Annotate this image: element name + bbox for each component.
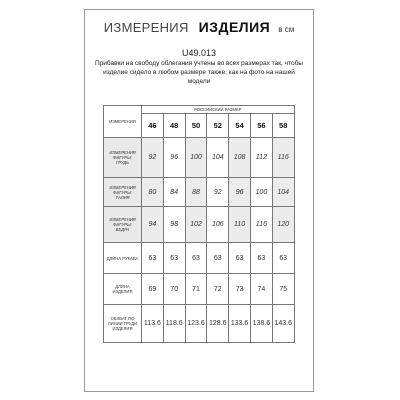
table-cell: 74	[250, 274, 272, 305]
table-cell: 94	[142, 207, 164, 243]
size-header: 48	[163, 114, 185, 138]
table-cell: 133.6	[229, 305, 251, 343]
table-cell: 116	[272, 138, 294, 178]
table-cell: 69	[142, 274, 164, 305]
table-cell: 120	[272, 207, 294, 243]
table-cell: 63	[229, 243, 251, 274]
table-cell: 88	[185, 178, 207, 207]
table-row	[104, 243, 295, 274]
title-unit: в см	[278, 25, 295, 34]
row-label: ИЗМЕРЕНИЯ ФИГУРЫ: БЕДРА	[104, 207, 142, 243]
size-table	[103, 105, 295, 343]
table-cell: 116	[250, 207, 272, 243]
table-cell: 104	[272, 178, 294, 207]
table-cell: 63	[207, 243, 229, 274]
table-cell: 75	[272, 274, 294, 305]
table-cell: 104	[207, 138, 229, 178]
page-title	[85, 19, 313, 37]
table-cell: 73	[229, 274, 251, 305]
fit-description: Прибавки на свободу облегания учтены во всех размерах так, чтобы изделие сидело в любом размере также, как на фото на нашей модели	[95, 60, 303, 85]
table-cell: 100	[250, 178, 272, 207]
table-cell: 106	[207, 207, 229, 243]
size-header: 52	[207, 114, 229, 138]
table-cell: 113.6	[142, 305, 164, 343]
size-header: 56	[250, 114, 272, 138]
table-cell: 110	[229, 207, 251, 243]
table-cell: 112	[250, 138, 272, 178]
table-cell: 96	[229, 178, 251, 207]
table-cell: 143.6	[272, 305, 294, 343]
table-cell: 63	[163, 243, 185, 274]
title-bold: ИЗДЕЛИЯ	[198, 19, 271, 35]
table-cell: 72	[207, 274, 229, 305]
size-header: 58	[272, 114, 294, 138]
product-code: U49.013	[181, 48, 217, 58]
table-cell: 108	[229, 138, 251, 178]
table-row	[104, 138, 295, 178]
table-cell: 100	[185, 138, 207, 178]
table-cell: 84	[163, 178, 185, 207]
row-label: ИЗМЕРЕНИЯ ФИГУРЫ: ГРУДЬ	[104, 138, 142, 178]
table-cell: 70	[163, 274, 185, 305]
table-cell: 63	[185, 243, 207, 274]
table-cell: 98	[163, 207, 185, 243]
table-cell: 118.6	[163, 305, 185, 343]
table-cell: 71	[185, 274, 207, 305]
table-cell: 80	[142, 178, 164, 207]
table-cell: 102	[185, 207, 207, 243]
table-row	[104, 274, 295, 305]
size-chart-sheet	[84, 9, 314, 392]
table-caption-row	[104, 106, 295, 114]
table-cell: 63	[142, 243, 164, 274]
table-row	[104, 178, 295, 207]
row-label: ОБХВАТ ПО ЛИНИИ ГРУДИ ИЗДЕЛИЯ	[104, 305, 142, 343]
title-light: ИЗМЕРЕНИЯ	[103, 20, 189, 35]
table-cell: 63	[250, 243, 272, 274]
table-cell: 123.6	[185, 305, 207, 343]
table-cell: 96	[163, 138, 185, 178]
table-cell: 92	[207, 178, 229, 207]
table-row	[104, 305, 295, 343]
table-cell: 92	[142, 138, 164, 178]
table-cell: 128.6	[207, 305, 229, 343]
size-header: 50	[185, 114, 207, 138]
row-label: ИЗМЕРЕНИЯ ФИГУРЫ: ТАЛИЯ	[104, 178, 142, 207]
size-caption: РОССИЙСКИЙ РАЗМЕР	[142, 106, 295, 114]
table-cell: 138.6	[250, 305, 272, 343]
size-header: 46	[142, 114, 164, 138]
table-cell: 63	[272, 243, 294, 274]
row-label: ДЛИНА ИЗДЕЛИЯ	[104, 274, 142, 305]
row-label: ДЛИНА РУКАВА	[104, 243, 142, 274]
table-row	[104, 207, 295, 243]
table-corner-label: ИЗМЕРЕНИЯ	[104, 106, 142, 138]
size-header: 54	[229, 114, 251, 138]
